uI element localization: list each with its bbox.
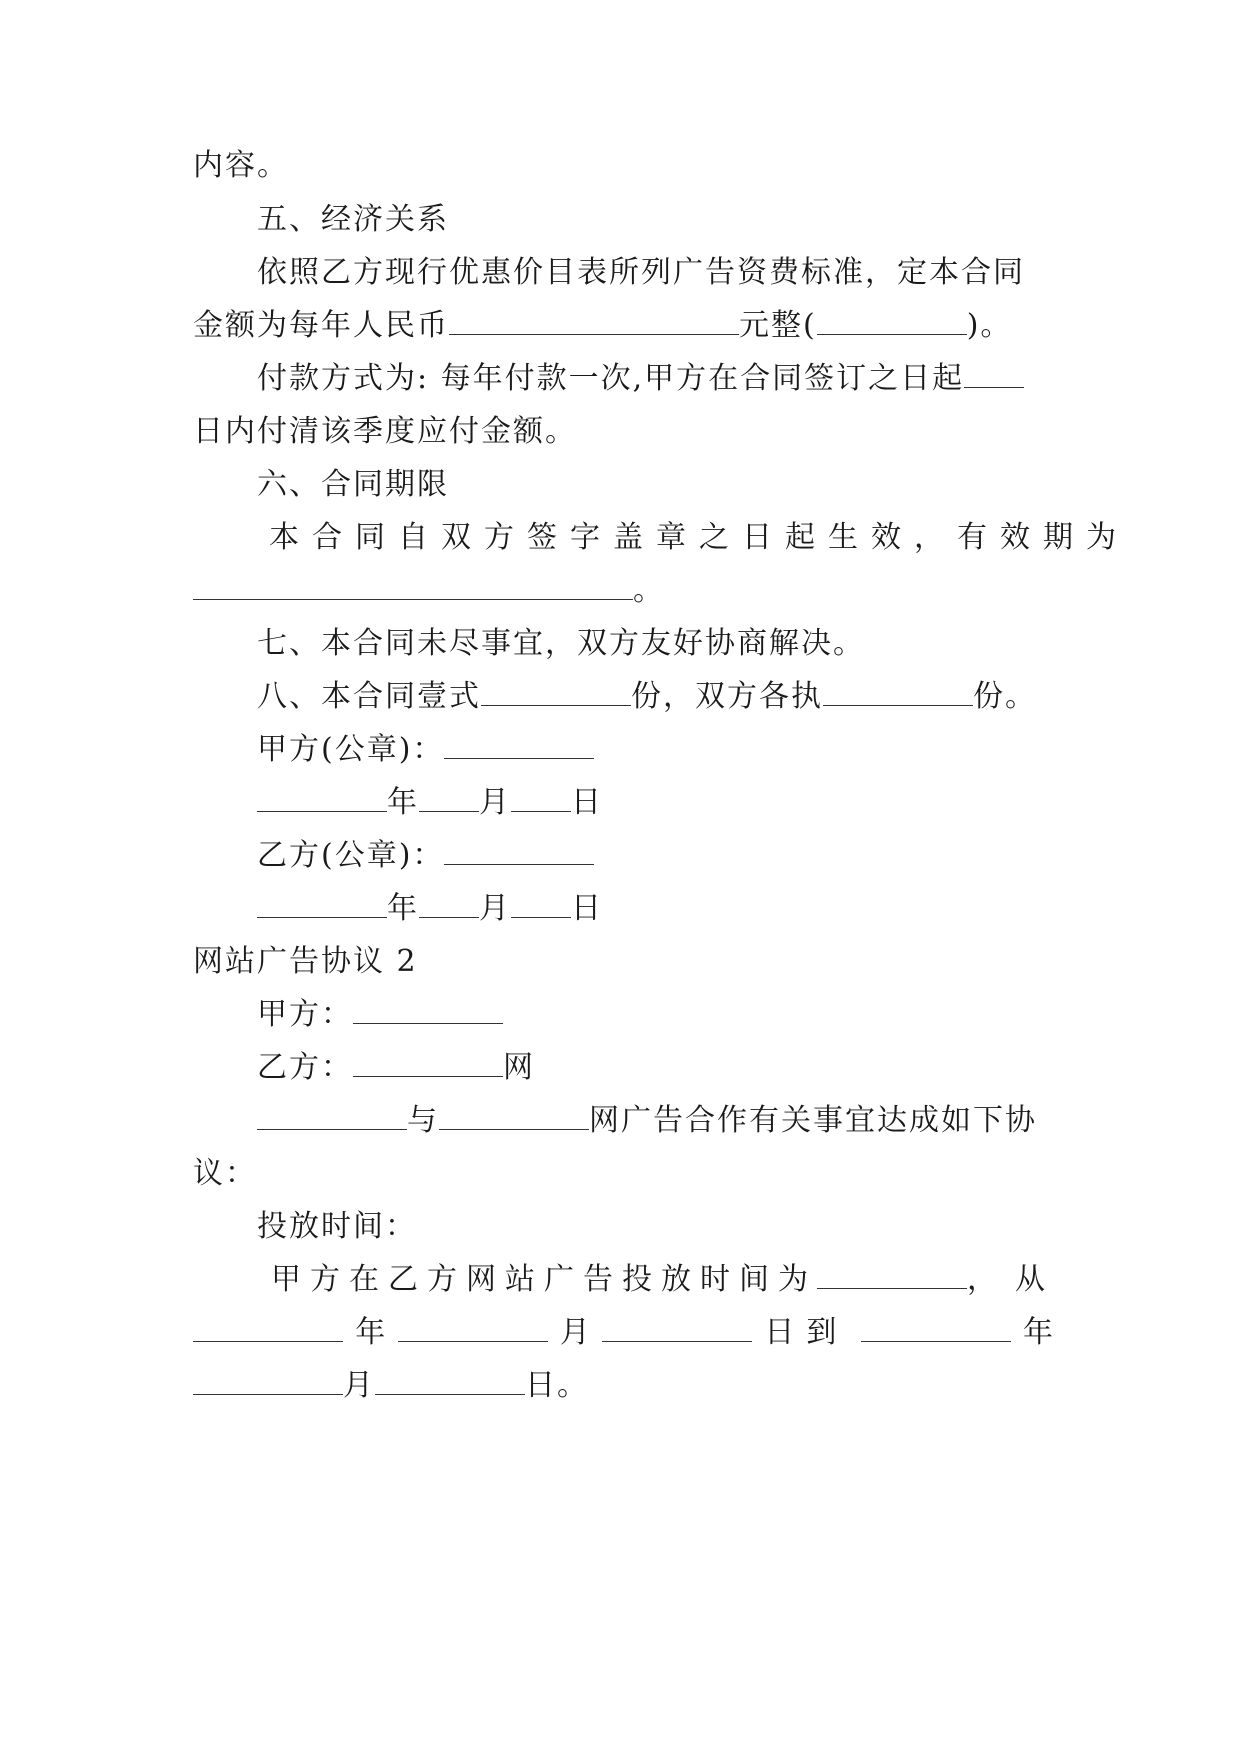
blank-validity — [193, 571, 633, 600]
text: 。 — [633, 573, 665, 608]
text: 与 — [407, 1103, 439, 1138]
text: 月 — [479, 785, 511, 820]
text: 甲方在乙方网站广告投放时间为 — [271, 1262, 817, 1297]
blank-month — [419, 783, 479, 812]
text: 日内付清该季度应付金额。 — [193, 414, 577, 449]
text-line — [269, 518, 1129, 558]
blank-month — [419, 889, 479, 918]
signature-line — [257, 836, 594, 876]
blank-start-year — [193, 1313, 343, 1342]
text-line — [193, 306, 1012, 346]
text: )。 — [966, 308, 1013, 343]
text: 年 — [1022, 1315, 1053, 1350]
text-line — [193, 1154, 257, 1194]
blank-amount — [449, 306, 739, 335]
blank-duration — [817, 1260, 967, 1289]
blank-end-month — [193, 1366, 343, 1395]
blank-party-2 — [439, 1101, 589, 1130]
heading-text: 投放时间： — [257, 1209, 417, 1244]
blank-copies — [481, 677, 631, 706]
heading-text: 六、合同期限 — [257, 467, 449, 502]
signature-line — [257, 730, 594, 770]
text: 份。 — [973, 679, 1037, 714]
text: 月 — [559, 1315, 590, 1350]
blank-party-b-seal — [444, 836, 594, 865]
blank-party-a-seal — [444, 730, 594, 759]
text: 议： — [193, 1156, 257, 1191]
text: 月 — [343, 1368, 375, 1403]
section-heading — [257, 1207, 417, 1247]
text: 月 — [479, 891, 511, 926]
date-range-line — [193, 1313, 1053, 1353]
party-line — [257, 1048, 535, 1088]
text: 元整( — [739, 308, 817, 343]
text-line — [257, 1101, 1037, 1141]
blank-day — [511, 889, 571, 918]
blank-start-month — [398, 1313, 548, 1342]
section-heading — [257, 200, 449, 240]
text: 甲方(公章)： — [257, 732, 445, 767]
text: 乙方： — [257, 1050, 353, 1085]
text-line — [193, 1366, 589, 1406]
text-line — [193, 412, 577, 452]
blank-start-day — [602, 1313, 752, 1342]
heading-text: 七、本合同未尽事宜，双方友好协商解决。 — [257, 626, 865, 661]
text: 年 — [387, 785, 419, 820]
text: 乙方(公章)： — [257, 838, 445, 873]
blank-amount-capital — [817, 306, 967, 335]
blank-copies-each — [823, 677, 973, 706]
text: 网 — [503, 1050, 535, 1085]
text: 日到 — [764, 1315, 849, 1350]
text: 日 — [571, 785, 603, 820]
text: ，从 — [967, 1262, 1063, 1297]
text: 年 — [355, 1315, 386, 1350]
blank-days — [964, 359, 1024, 388]
text: 依照乙方现行优惠价目表所列广告资费标准，定本合同 — [257, 255, 1025, 290]
document-title — [193, 942, 418, 982]
blank-party-1 — [257, 1101, 407, 1130]
text: 份，双方各执 — [631, 679, 823, 714]
text: 内容。 — [193, 148, 289, 183]
section-heading — [257, 465, 449, 505]
text: 本合同自双方签字盖章之日起生效，有效期为 — [269, 520, 1129, 555]
text: 网广告合作有关事宜达成如下协 — [589, 1103, 1037, 1138]
text: 八、本合同壹式 — [257, 679, 481, 714]
blank-end-year — [861, 1313, 1011, 1342]
blank-party-b — [353, 1048, 503, 1077]
blank-party-a — [353, 995, 503, 1024]
heading-text: 五、经济关系 — [257, 202, 449, 237]
date-line — [257, 889, 603, 929]
text: 年 — [387, 891, 419, 926]
party-line — [257, 995, 503, 1035]
blank-day — [511, 783, 571, 812]
text-line — [257, 359, 1024, 399]
section-heading — [257, 677, 1037, 717]
text: 日。 — [525, 1368, 589, 1403]
text: 金额为每年人民币 — [193, 308, 449, 343]
text: 甲方： — [257, 997, 353, 1032]
title-text: 网站广告协议 2 — [193, 944, 418, 979]
text-line — [271, 1260, 1063, 1300]
text: 付款方式为: 每年付款一次,甲方在合同签订之日起 — [257, 361, 965, 396]
text-line — [257, 253, 1025, 293]
section-heading — [257, 624, 865, 664]
blank-end-day — [375, 1366, 525, 1395]
text-line — [193, 571, 665, 611]
date-line — [257, 783, 603, 823]
text-line — [193, 146, 289, 186]
blank-year — [257, 783, 387, 812]
text: 日 — [571, 891, 603, 926]
blank-year — [257, 889, 387, 918]
